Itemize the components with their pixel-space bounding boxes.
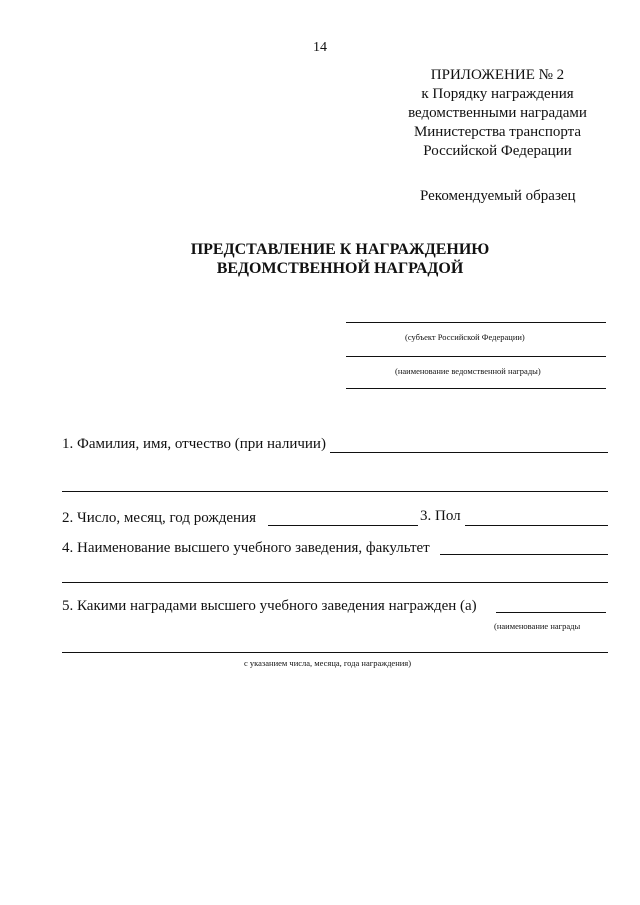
appendix-line-1: ПРИЛОЖЕНИЕ № 2 [430, 67, 565, 83]
field-awards-label: 5. Какими наградами высшего учебного заведения награжден (а) [62, 598, 477, 614]
field-sex-label: 3. Пол [420, 508, 461, 524]
title-line-2: ВЕДОМСТВЕННОЙ НАГРАДОЙ [216, 260, 464, 277]
field-university-label: 4. Наименование высшего учебного заведения, факультет [62, 540, 430, 556]
appendix-header [390, 66, 605, 161]
document-title [0, 240, 640, 278]
field-awards-caption: (наименование награды [494, 621, 581, 631]
field-birth-date-line[interactable] [268, 525, 418, 526]
award-name-extra-line[interactable] [346, 388, 606, 389]
field-full-name-line-2[interactable] [62, 491, 608, 492]
field-full-name-label: 1. Фамилия, имя, отчество (при наличии) [62, 436, 326, 452]
field-full-name-line[interactable] [330, 452, 608, 453]
field-awards-date-caption: с указанием числа, месяца, года награждения) [244, 658, 412, 668]
award-name-blank-line[interactable] [346, 356, 606, 357]
field-awards-line[interactable] [496, 612, 606, 613]
appendix-line-3: ведомственными наградами [408, 105, 587, 121]
subject-blank-line[interactable] [346, 322, 606, 323]
appendix-line-5: Российской Федерации [423, 143, 572, 159]
title-line-1: ПРЕДСТАВЛЕНИЕ К НАГРАЖДЕНИЮ [190, 241, 490, 258]
appendix-line-2: к Порядку награждения [421, 86, 574, 102]
subject-caption: (субъект Российской Федерации) [405, 332, 525, 342]
field-university-line-2[interactable] [62, 582, 608, 583]
field-university-line[interactable] [440, 554, 608, 555]
award-name-caption: (наименование ведомственной награды) [395, 366, 541, 376]
field-birth-date-label: 2. Число, месяц, год рождения [62, 510, 256, 526]
sample-label: Рекомендуемый образец [420, 188, 576, 204]
appendix-line-4: Министерства транспорта [413, 124, 582, 140]
page-number: 14 [313, 40, 327, 55]
field-awards-line-2[interactable] [62, 652, 608, 653]
field-sex-line[interactable] [465, 525, 608, 526]
